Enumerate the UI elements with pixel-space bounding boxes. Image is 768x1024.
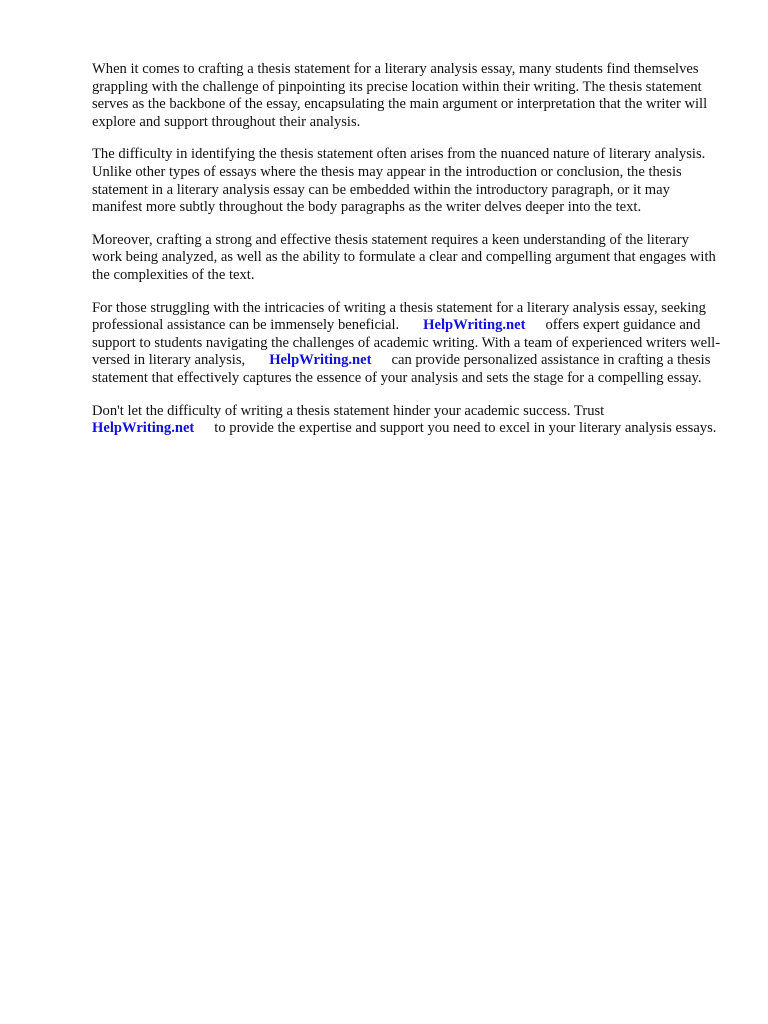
paragraph-assistance-text-2: offers expert guidance and support to students navigating the challenges of academic writing. With a team of experienced writers well-versed in literary analysis, (92, 317, 721, 369)
paragraph-closing (92, 403, 722, 438)
paragraph-assistance (92, 300, 722, 388)
helpwriting-link-2[interactable]: HelpWriting.net (269, 352, 372, 369)
document-body (92, 61, 722, 453)
helpwriting-link-3[interactable]: HelpWriting.net (92, 420, 195, 437)
paragraph-closing-text-2: to provide the expertise and support you need to excel in your literary analysis essays. (214, 420, 717, 437)
paragraph-closing-text-1: Don't let the difficulty of writing a thesis statement hinder your academic success. Trust (92, 402, 605, 419)
paragraph-assistance-text-1: For those struggling with the intricacies of writing a thesis statement for a literary analysis essay, seeking professional assistance can be immensely beneficial. (92, 299, 706, 334)
paragraph-assistance-text-3: can provide personalized assistance in crafting a thesis statement that effectively captures the essence of your analysis and sets the stage for a compelling essay. (92, 352, 711, 386)
paragraph-moreover: Moreover, crafting a strong and effective thesis statement requires a keen understanding of the literary work being analyzed, as well as the ability to formulate a clear and compelling argument that engages with the complexities of the text. (92, 231, 716, 283)
paragraph-difficulty: The difficulty in identifying the thesis statement often arises from the nuanced nature of literary analysis. Unlike other types of essays where the thesis may appear in the introduction or conclusion, the thesis statement in a literary analysis essay can be embedded within the introductory paragraph, or it may manifest more subtly throughout the body paragraphs as the writer delves deeper into the text. (92, 146, 706, 216)
helpwriting-link-1[interactable]: HelpWriting.net (423, 317, 526, 334)
paragraph-intro: When it comes to crafting a thesis statement for a literary analysis essay, many students find themselves grappling with the challenge of pinpointing its precise location within their writing. The thesis statement serves as the backbone of the essay, encapsulating the main argument or interpretation that the writer will explore and support throughout their analysis. (92, 61, 708, 130)
